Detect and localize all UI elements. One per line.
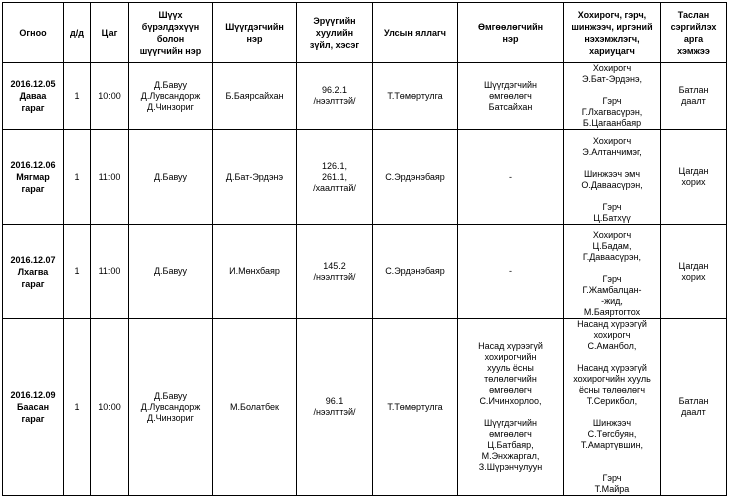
cell-time: 11:00 (91, 225, 129, 319)
cell-participants: Хохирогч Э.Бат-Эрдэнэ, Гэрч Г.Лхагвасүрэн, Б.Цагаанбаяр (564, 63, 661, 130)
table-row (3, 130, 727, 225)
cell-date: 2016.12.07 Лхагва гараг (3, 225, 64, 319)
cell-time: 11:00 (91, 130, 129, 225)
header-date: Огноо (3, 3, 64, 63)
cell-panel: Д.Бавуу Д.Лувсандорж Д.Чинзориг (129, 319, 213, 496)
cell-participants: Хохирогч Э.Алтанчимэг, Шинжээч эмч О.Даваасүрэн, Гэрч Ц.Батхүү (564, 130, 661, 225)
header-participants: Хохирогч, гэрч, шинжээч, иргэний нэхэмжлэгч, хариуцагч (564, 3, 661, 63)
cell-defendant: Б.Баярсайхан (213, 63, 297, 130)
cell-panel: Д.Бавуу (129, 225, 213, 319)
cell-lawyer: Шүүгдэгчийн өмгөөлөгч Батсайхан (458, 63, 564, 130)
cell-prosecutor: Т.Төмөртулга (373, 319, 458, 496)
cell-panel: Д.Бавуу (129, 130, 213, 225)
cell-defendant: М.Болатбек (213, 319, 297, 496)
cell-prosecutor: С.Эрдэнэбаяр (373, 130, 458, 225)
header-time: Цаг (91, 3, 129, 63)
cell-article: 145.2 /нээлттэй/ (297, 225, 373, 319)
cell-lawyer: Насад хүрээгүй хохирогчийн хууль ёсны төлөлөгчийн өмгөөлөгч С.Ичинхорлоо, Шүүгдэгчийн өмгөөлөгч Ц.Батбаяр, М.Энхжаргал, З.Шүрэнчулуун (458, 319, 564, 496)
header-lawyer: Өмгөөлөгчийн нэр (458, 3, 564, 63)
cell-defendant: Д.Бат-Эрдэнэ (213, 130, 297, 225)
cell-prosecutor: Т.Төмөртулга (373, 63, 458, 130)
cell-defendant: И.Мөнхбаяр (213, 225, 297, 319)
cell-date: 2016.12.09 Баасан гараг (3, 319, 64, 496)
cell-prosecutor: С.Эрдэнэбаяр (373, 225, 458, 319)
header-panel: Шүүх бүрэлдэхүүн болон шүүгчийн нэр (129, 3, 213, 63)
table-row (3, 225, 727, 319)
cell-measure: Цагдан хорих (661, 130, 727, 225)
court-schedule-table (2, 2, 727, 496)
cell-participants: Хохирогч Ц.Бадам, Г.Даваасүрэн, Гэрч Г.Жамбалцан- -жид, М.Баяртогтох (564, 225, 661, 319)
cell-article: 96.1 /нээлттэй/ (297, 319, 373, 496)
cell-lawyer: - (458, 130, 564, 225)
cell-lawyer: - (458, 225, 564, 319)
table-row (3, 63, 727, 130)
header-measure: Таслан сэргийлэх арга хэмжээ (661, 3, 727, 63)
cell-no: 1 (64, 63, 91, 130)
cell-time: 10:00 (91, 63, 129, 130)
cell-panel: Д.Бавуу Д.Лувсандорж Д.Чинзориг (129, 63, 213, 130)
cell-article: 126.1, 261.1, /хаалттай/ (297, 130, 373, 225)
cell-article: 96.2.1 /нээлттэй/ (297, 63, 373, 130)
cell-no: 1 (64, 319, 91, 496)
cell-date: 2016.12.05 Даваа гараг (3, 63, 64, 130)
cell-no: 1 (64, 225, 91, 319)
cell-time: 10:00 (91, 319, 129, 496)
header-prosecutor: Улсын яллагч (373, 3, 458, 63)
cell-measure: Батлан даалт (661, 319, 727, 496)
header-article: Эрүүгийн хуулийн зүйл, хэсэг (297, 3, 373, 63)
header-row (3, 3, 727, 63)
cell-no: 1 (64, 130, 91, 225)
cell-measure: Батлан даалт (661, 63, 727, 130)
table-row (3, 319, 727, 496)
header-no: д/д (64, 3, 91, 63)
cell-date: 2016.12.06 Мягмар гараг (3, 130, 64, 225)
cell-participants: Насанд хүрээгүй хохирогч С.Аманбол, Насанд хүрээгүй хохирогчийн хууль ёсны төлөөлөгч Т.Серикбол, Шинжээч С.Төгсбуян, Т.Амартүвшин, Гэрч Т.Майра (564, 319, 661, 496)
cell-measure: Цагдан хорих (661, 225, 727, 319)
header-defendant: Шүүгдэгчийн нэр (213, 3, 297, 63)
